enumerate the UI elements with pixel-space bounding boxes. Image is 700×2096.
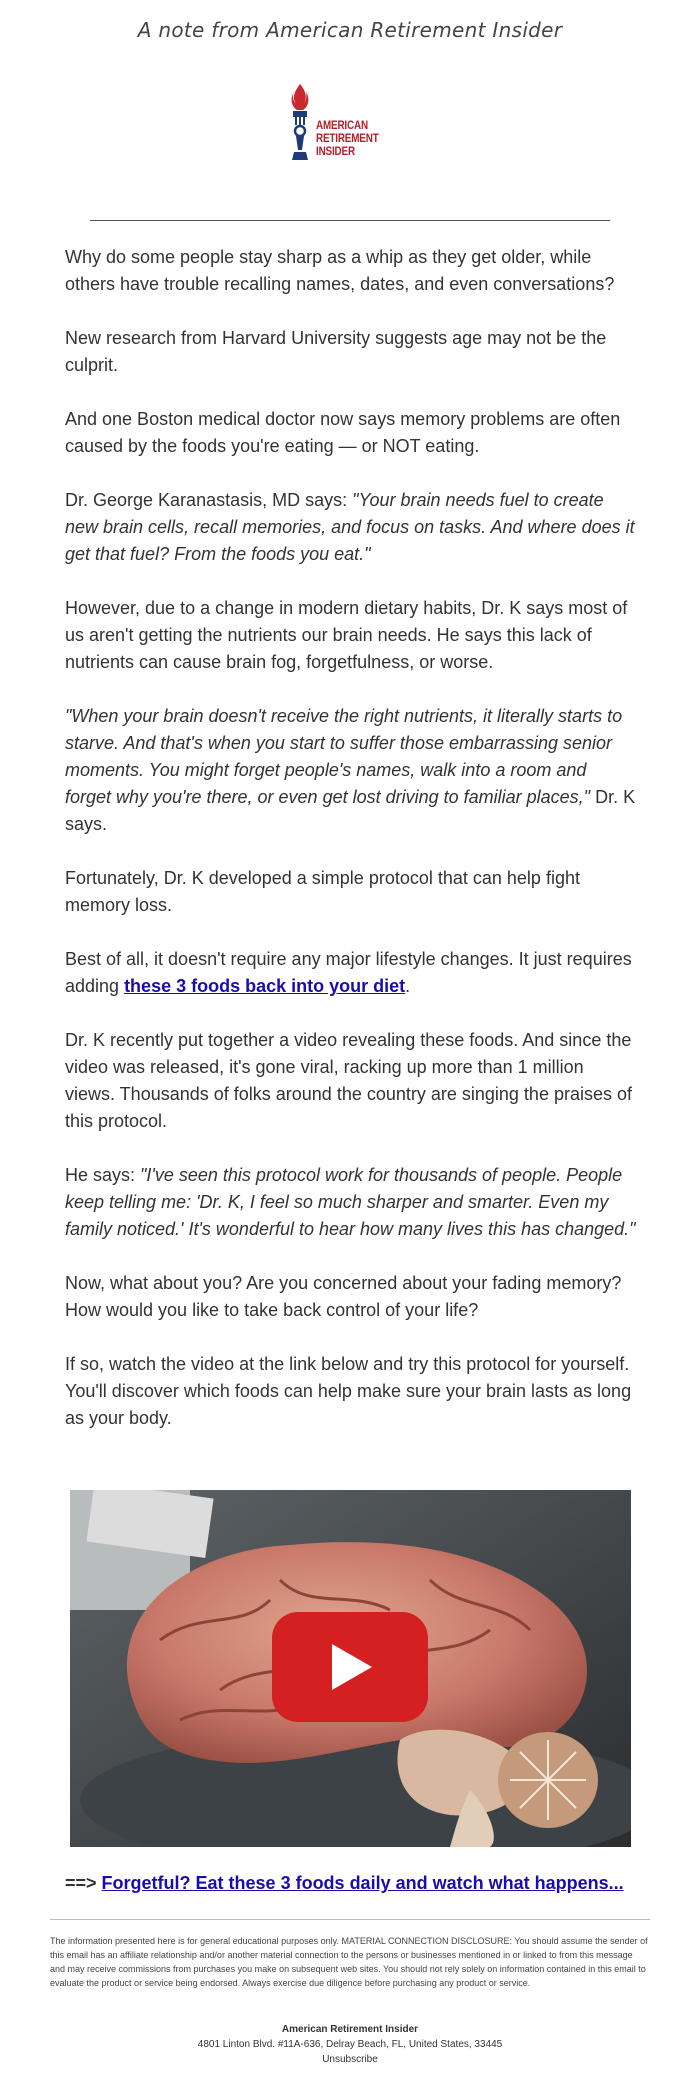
paragraph: Why do some people stay sharp as a whip as they get older, while others have trouble recalling names, dates, and even conversations? — [65, 247, 615, 294]
paragraph: He says: "I've seen this protocol work for thousands of people. People keep telling me: 'Dr. K, I feel so much sharper and smarter. Even my family noticed.' It's wonderful to hear how many lives this has changed." — [65, 1165, 636, 1239]
cta-arrow: ==> — [65, 1873, 102, 1893]
paragraph: Dr. George Karanastasis, MD says: "Your brain needs fuel to create new brain cells, recall memories, and focus on tasks. And where does it get that fuel? From the foods you eat." — [65, 490, 635, 564]
cta-line — [65, 1873, 645, 1894]
paragraph: Now, what about you? Are you concerned about your fading memory? How would you like to take back control of your life? — [65, 1273, 622, 1320]
play-button[interactable] — [272, 1612, 428, 1722]
footer — [0, 2022, 700, 2067]
doctor-quote: "When your brain doesn't receive the right nutrients, it literally starts to starve. And that's when you start to suffer those embarrassing senior moments. You might forget people's names, walk into a room and forget why you're there, or even get lost driving to familiar places," — [65, 706, 623, 807]
brand-logo[interactable] — [284, 82, 424, 168]
company-name: American Retirement Insider — [281, 2024, 419, 2035]
paragraph: Fortunately, Dr. K developed a simple protocol that can help fight memory loss. — [65, 868, 580, 915]
disclaimer-text: The information presented here is for general educational purposes only. MATERIAL CONNECTION DISCLOSURE: You should assume the sender of this email has an affiliate relationship and/or another material connection to the persons or businesses mentioned in or linked to from this message and may receive commissions from purchases you make on subsequent web sites. You should not rely solely on information contained in this email to evaluate the product or service being endorsed. Always exercise due diligence before purchasing any product or service. — [50, 1936, 648, 1988]
article-body — [65, 244, 637, 1459]
paragraph: If so, watch the video at the link below and try this protocol for yourself. You'll discover which foods can help make sure your brain lasts as long as your body. — [65, 1354, 632, 1428]
paragraph: New research from Harvard University suggests age may not be the culprit. — [65, 328, 607, 375]
unsubscribe-link[interactable]: Unsubscribe — [322, 2054, 378, 2065]
foods-link[interactable]: these 3 foods back into your diet — [124, 976, 406, 996]
paragraph: Dr. K recently put together a video revealing these foods. And since the video was released, it's gone viral, racking up more than 1 million views. Thousands of folks around the country are singing the praises of this protocol. — [65, 1030, 632, 1131]
paragraph: "When your brain doesn't receive the right nutrients, it literally starts to starve. And that's when you start to suffer those embarrassing senior moments. You might forget people's names, walk into a room and forget why you're there, or even get lost driving to familiar places," Dr. K says. — [65, 706, 636, 834]
torch-icon — [284, 82, 316, 168]
logo-wordmark: AMERICAN RETIREMENT INSIDER — [316, 120, 379, 158]
paragraph: However, due to a change in modern dietary habits, Dr. K says most of us aren't getting the nutrients our brain needs. He says this lack of nutrients can cause brain fog, forgetfulness, or worse. — [65, 598, 628, 672]
doctor-quote: "Your brain needs fuel to create new brain cells, recall memories, and focus on tasks. And where does it get that fuel? From the foods you eat." — [65, 490, 635, 564]
paragraph: Best of all, it doesn't require any major lifestyle changes. It just requires adding these 3 foods back into your diet. — [65, 949, 632, 996]
paragraph: And one Boston medical doctor now says memory problems are often caused by the foods you're eating — or NOT eating. — [65, 409, 621, 456]
company-address: 4801 Linton Blvd. #11A-636, Delray Beach, FL, United States, 33445 — [197, 2039, 503, 2050]
doctor-quote: "I've seen this protocol work for thousands of people. People keep telling me: 'Dr. K, I feel so much sharper and smarter. Even my family noticed.' It's wonderful to hear how many lives this has changed." — [65, 1165, 636, 1239]
video-thumbnail[interactable] — [70, 1490, 631, 1847]
cta-link[interactable]: Forgetful? Eat these 3 foods daily and watch what happens... — [101, 1873, 624, 1893]
header-note: A note from American Retirement Insider — [137, 18, 563, 42]
footer-divider — [50, 1919, 650, 1920]
play-icon — [272, 1612, 428, 1722]
header-divider — [90, 220, 610, 221]
